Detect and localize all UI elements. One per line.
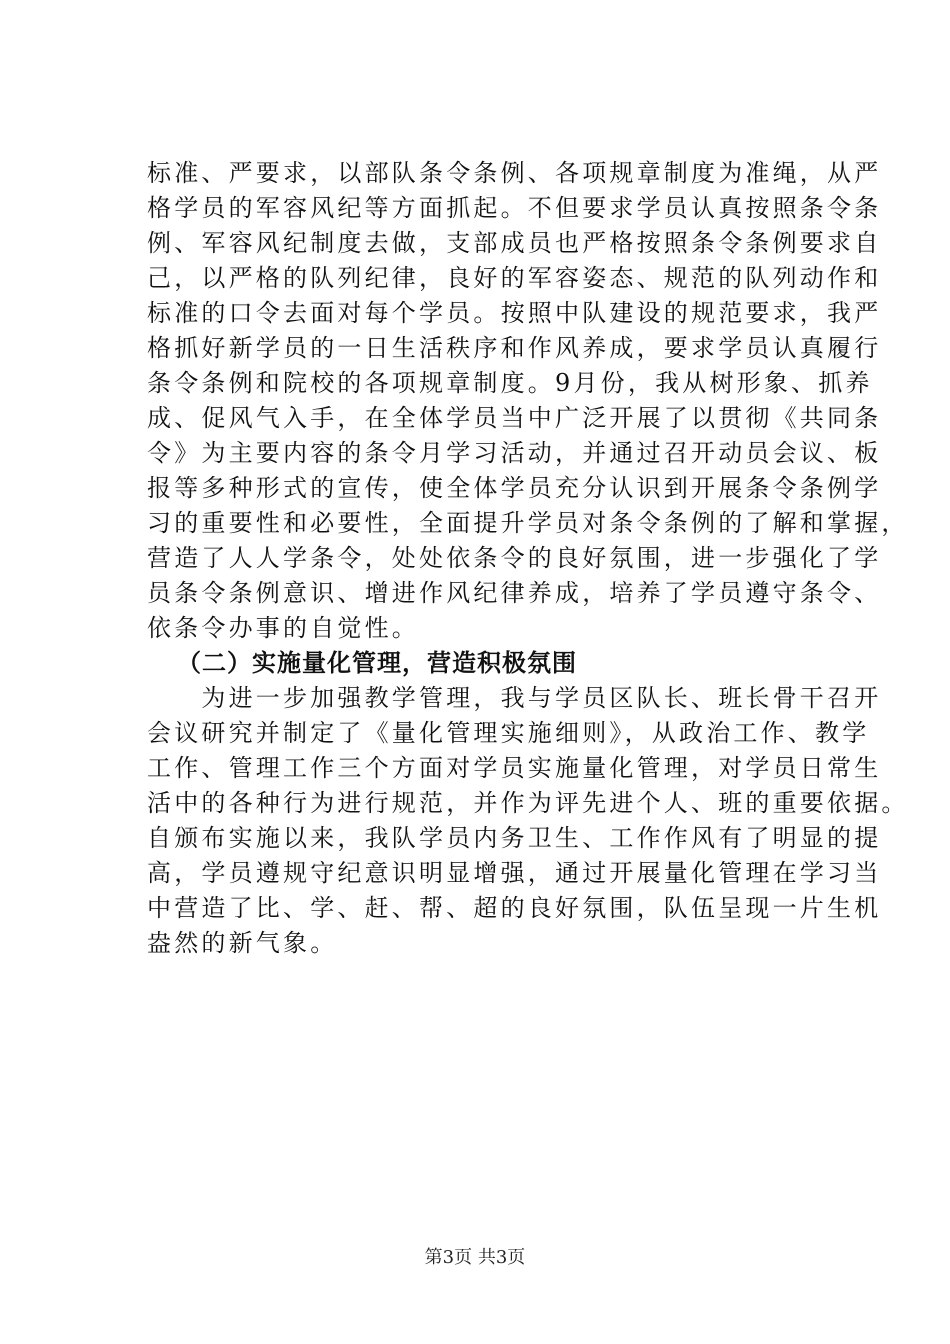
paragraph-line: 己，以严格的队列纪律，良好的军容姿态、规范的队列动作和	[147, 264, 882, 292]
paragraph-line: 令》为主要内容的条令月学习活动，并通过召开动员会议、板	[147, 439, 882, 467]
paragraph-line: 格学员的军容风纪等方面抓起。不但要求学员认真按照条令条	[147, 194, 882, 222]
section-heading: （二）实施量化管理，营造积极氛围	[177, 649, 577, 677]
paragraph-line: 条令条例和院校的各项规章制度。9月份，我从树形象、抓养	[147, 369, 873, 397]
paragraph-line: 活中的各种行为进行规范，并作为评先进个人、班的重要依据。	[147, 789, 909, 817]
paragraph-line: 标准、严要求，以部队条令条例、各项规章制度为准绳，从严	[147, 159, 882, 187]
paragraph-line: 报等多种形式的宣传，使全体学员充分认识到开展条令条例学	[147, 474, 882, 502]
paragraph-line: 盎然的新气象。	[147, 929, 338, 957]
document-body	[147, 156, 909, 961]
paragraph-line: 员条令条例意识、增进作风纪律养成，培养了学员遵守条令、	[147, 579, 882, 607]
page-footer: 第3页 共3页	[424, 1247, 526, 1268]
paragraph-line: 自颁布实施以来，我队学员内务卫生、工作作风有了明显的提	[147, 824, 882, 852]
paragraph-line: 习的重要性和必要性，全面提升学员对条令条例的了解和掌握，	[147, 509, 909, 537]
paragraph-line: 中营造了比、学、赶、帮、超的良好氛围，队伍呈现一片生机	[147, 894, 882, 922]
paragraph-line: 会议研究并制定了《量化管理实施细则》，从政治工作、教学	[147, 719, 870, 747]
paragraph-line: 营造了人人学条令，处处依条令的良好氛围，进一步强化了学	[147, 544, 882, 572]
paragraph-line: 成、促风气入手，在全体学员当中广泛开展了以贯彻《共同条	[147, 404, 882, 432]
paragraph-line: 格抓好新学员的一日生活秩序和作风养成，要求学员认真履行	[147, 334, 882, 362]
paragraph-line: 为进一步加强教学管理，我与学员区队长、班长骨干召开	[147, 684, 882, 712]
paragraph-line: 高，学员遵规守纪意识明显增强，通过开展量化管理在学习当	[147, 859, 882, 887]
paragraph-line: 例、军容风纪制度去做，支部成员也严格按照条令条例要求自	[147, 229, 882, 257]
paragraph-line: 依条令办事的自觉性。	[147, 614, 419, 642]
paragraph-line: 标准的口令去面对每个学员。按照中队建设的规范要求，我严	[147, 299, 882, 327]
paragraph-line: 工作、管理工作三个方面对学员实施量化管理，对学员日常生	[147, 754, 882, 782]
